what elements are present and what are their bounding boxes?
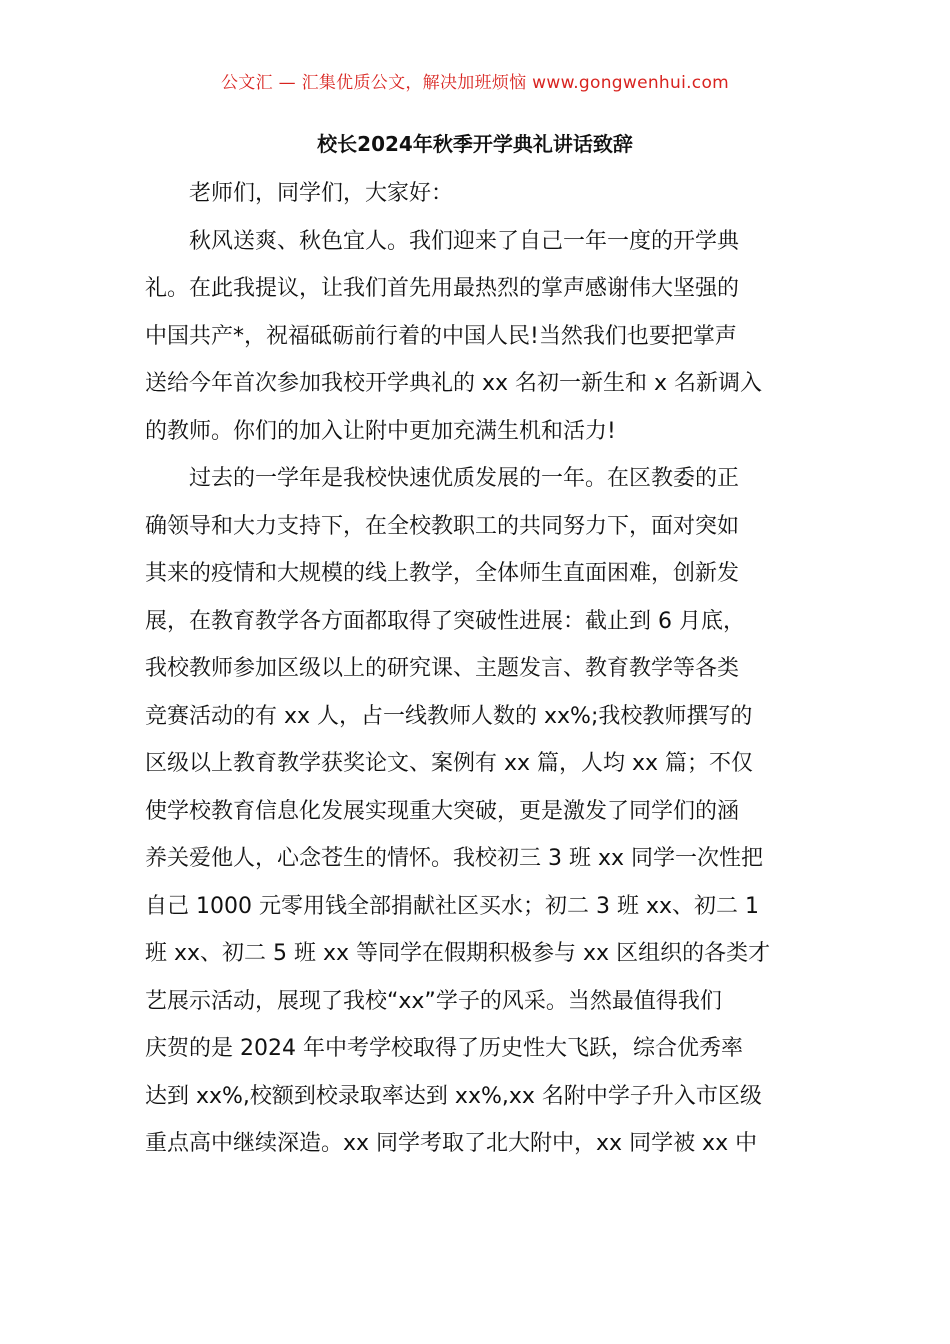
paragraph-line: 确领导和大力支持下，在全校教职工的共同努力下，面对突如	[145, 513, 740, 539]
paragraph-line: 养关爱他人，心念苍生的情怀。我校初三 3 班 xx 同学一次性把	[145, 846, 764, 871]
paragraph-1	[145, 218, 807, 456]
paragraph-line: 送给今年首次参加我校开学典礼的 xx 名初一新生和 x 名新调入	[145, 371, 763, 396]
site-header-banner: 公文汇 — 汇集优质公文，解决加班烦恼 www.gongwenhui.com	[220, 73, 730, 93]
paragraph-line: 重点高中继续深造。xx 同学考取了北大附中，xx 同学被 xx 中	[145, 1131, 758, 1156]
document-body	[145, 170, 807, 1168]
paragraph-line: 秋风送爽、秋色宜人。我们迎来了自己一年一度的开学典	[189, 228, 740, 254]
paragraph-line: 班 xx、初二 5 班 xx 等同学在假期积极参与 xx 区组织的各类才	[145, 941, 771, 966]
paragraph-2	[145, 455, 807, 1168]
paragraph-line: 我校教师参加区级以上的研究课、主题发言、教育教学等各类	[145, 656, 740, 681]
paragraph-line: 艺展示活动，展现了我校“xx”学子的风采。当然最值得我们	[145, 988, 722, 1014]
paragraph-line: 区级以上教育教学获奖论文、案例有 xx 篇，人均 xx 篇；不仅	[145, 751, 754, 776]
document-title: 校长2024年秋季开学典礼讲话致辞	[317, 132, 633, 156]
paragraph-line: 中国共产*，祝福砥砺前行着的中国人民!当然我们也要把掌声	[145, 323, 737, 349]
paragraph-line: 展，在教育教学各方面都取得了突破性进展：截止到 6 月底，	[145, 608, 745, 634]
paragraph-line: 的教师。你们的加入让附中更加充满生机和活力!	[145, 418, 616, 444]
paragraph-line: 礼。在此我提议，让我们首先用最热烈的掌声感谢伟大坚强的	[145, 276, 740, 301]
paragraph-line: 其来的疫情和大规模的线上教学，全体师生直面困难，创新发	[145, 561, 740, 586]
paragraph-line: 庆贺的是 2024 年中考学校取得了历史性大飞跃，综合优秀率	[145, 1036, 743, 1061]
paragraph-line: 使学校教育信息化发展实现重大突破，更是激发了同学们的涵	[145, 798, 740, 824]
paragraph-line: 竞赛活动的有 xx 人，占一线教师人数的 xx%;我校教师撰写的	[145, 703, 753, 729]
greeting-line: 老师们，同学们，大家好：	[189, 181, 454, 206]
paragraph-line: 达到 xx%,校额到校录取率达到 xx%,xx 名附中学子升入市区级	[145, 1083, 762, 1109]
paragraph-line: 自己 1000 元零用钱全部捐献社区买水；初二 3 班 xx、初二 1	[145, 893, 759, 919]
paragraph-line: 过去的一学年是我校快速优质发展的一年。在区教委的正	[189, 466, 740, 491]
